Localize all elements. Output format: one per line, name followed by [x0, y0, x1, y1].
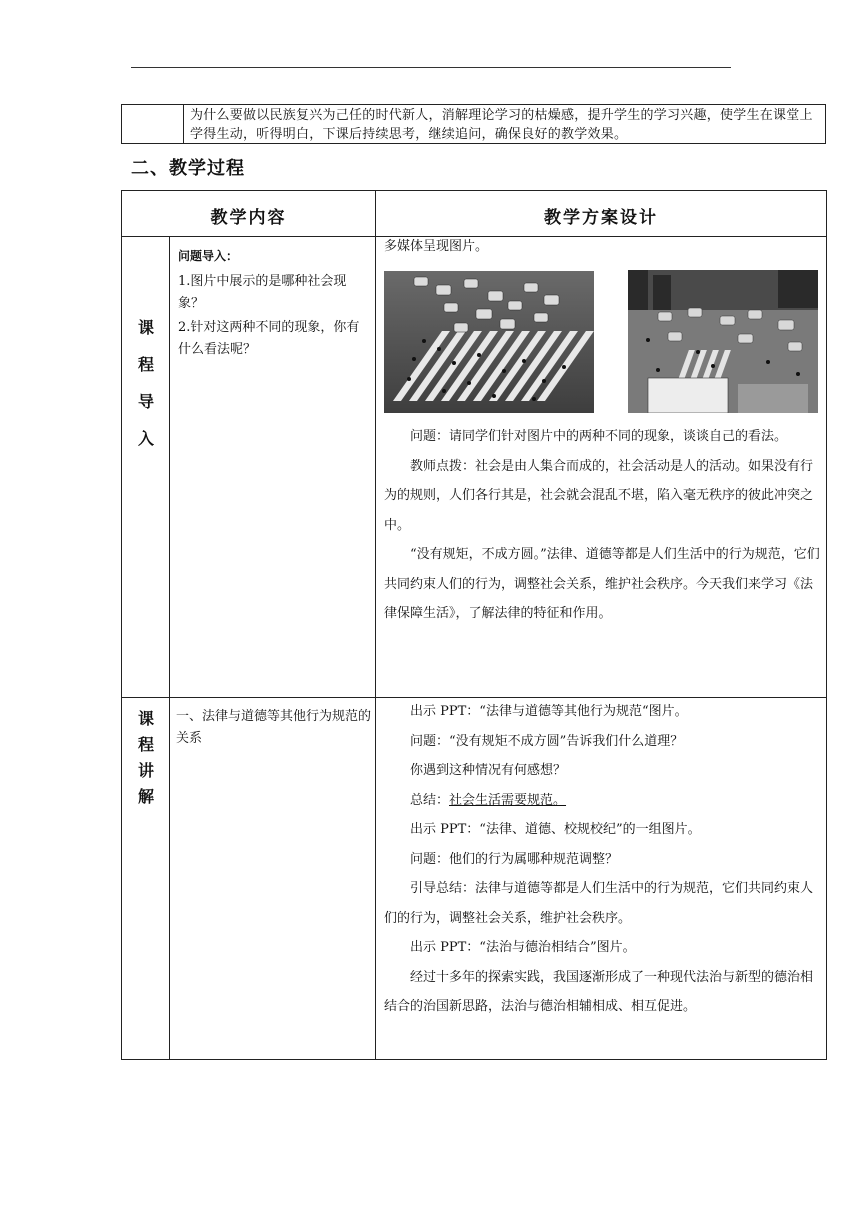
design-line: 出示 PPT：“法律、道德、校规校纪”的一组图片。 [410, 822, 701, 837]
summary-text: 社会生活需要规范。 [449, 792, 567, 808]
crosswalk-photo [384, 271, 594, 413]
column-divider-main [375, 191, 376, 1059]
objective-label-cell [122, 105, 184, 143]
label-char: 程 [137, 735, 154, 754]
intro-question-2: 2.针对这两种不同的现象，你有什么看法呢？ [178, 320, 360, 357]
label-char: 程 [137, 355, 154, 374]
design-exploration: 经过十多年的探索实践，我国逐渐形成了一种现代法治与新型的德治相结合的治国新思路，法治与德治相辅相成、相互促进。 [384, 969, 814, 1014]
lecture-content: 一、法律与道德等其他行为规范的关系 [176, 709, 372, 746]
objective-table [121, 104, 826, 144]
lecture-design-text [384, 697, 824, 1022]
design-guided-summary: 引导总结：法律与道德等都是人们生活中的行为规范，它们共同约束人们的行为，调整社会关系，维护社会秩序。 [384, 881, 814, 926]
label-char: 解 [137, 787, 154, 806]
label-char: 讲 [137, 761, 154, 780]
intro-design-summary: “没有规矩，不成方圆。”法律、道德等都是人们生活中的行为规范，它们共同约束人们的行为，调整社会关系，维护社会秩序。今天我们来学习《法律保障生活》，了解法律的特征和作用。 [384, 547, 820, 621]
row-label-intro [126, 309, 166, 457]
design-line: 问题：“没有规矩不成方圆”告诉我们什么道理？ [410, 733, 684, 749]
intro-content [178, 245, 368, 361]
label-char: 课 [137, 709, 154, 728]
objective-text: 为什么要做以民族复兴为己任的时代新人，消解理论学习的枯燥感，提升学生的学习兴趣，使学生在课堂上学得生动，听得明白，下课后持续思考，继续追问，确保良好的教学效果。 [190, 108, 813, 142]
design-line: 出示 PPT：“法治与德治相结合”图片。 [410, 940, 636, 955]
header-rule [131, 67, 731, 68]
intro-design-text [384, 422, 824, 629]
intro-content-title: 问题导入： [178, 249, 239, 263]
column-divider-label [169, 237, 170, 1059]
design-line: 你遇到这种情况有何感想？ [410, 763, 567, 778]
design-line: 问题：他们的行为属哪种规范调整？ [410, 851, 619, 867]
intro-design-question: 问题：请同学们针对图片中的两种不同的现象，谈谈自己的看法。 [410, 429, 788, 444]
summary-label: 总结： [410, 792, 450, 808]
design-line: 出示 PPT：“法律与道德等其他行为规范“图片。 [410, 704, 688, 719]
intro-question-1: 1.图片中展示的是哪种社会现象？ [178, 274, 347, 311]
section-title: 二、教学过程 [131, 158, 245, 179]
header-teaching-content: 教学内容 [210, 208, 287, 228]
teaching-process-table [121, 190, 827, 1060]
intersection-photo [628, 270, 818, 413]
intro-design-caption: 多媒体呈现图片。 [384, 239, 489, 254]
design-summary [384, 786, 824, 816]
row-label-lecture [126, 706, 166, 810]
label-char: 导 [137, 392, 154, 411]
label-char: 课 [137, 318, 154, 337]
header-teaching-design: 教学方案设计 [544, 208, 658, 228]
intro-design-teacher-note: 教师点拨：社会是由人集合而成的，社会活动是人的活动。如果没有行为的规则，人们各行其是，社会就会混乱不堪，陷入毫无秩序的彼此冲突之中。 [384, 458, 814, 533]
label-char: 入 [137, 429, 154, 448]
